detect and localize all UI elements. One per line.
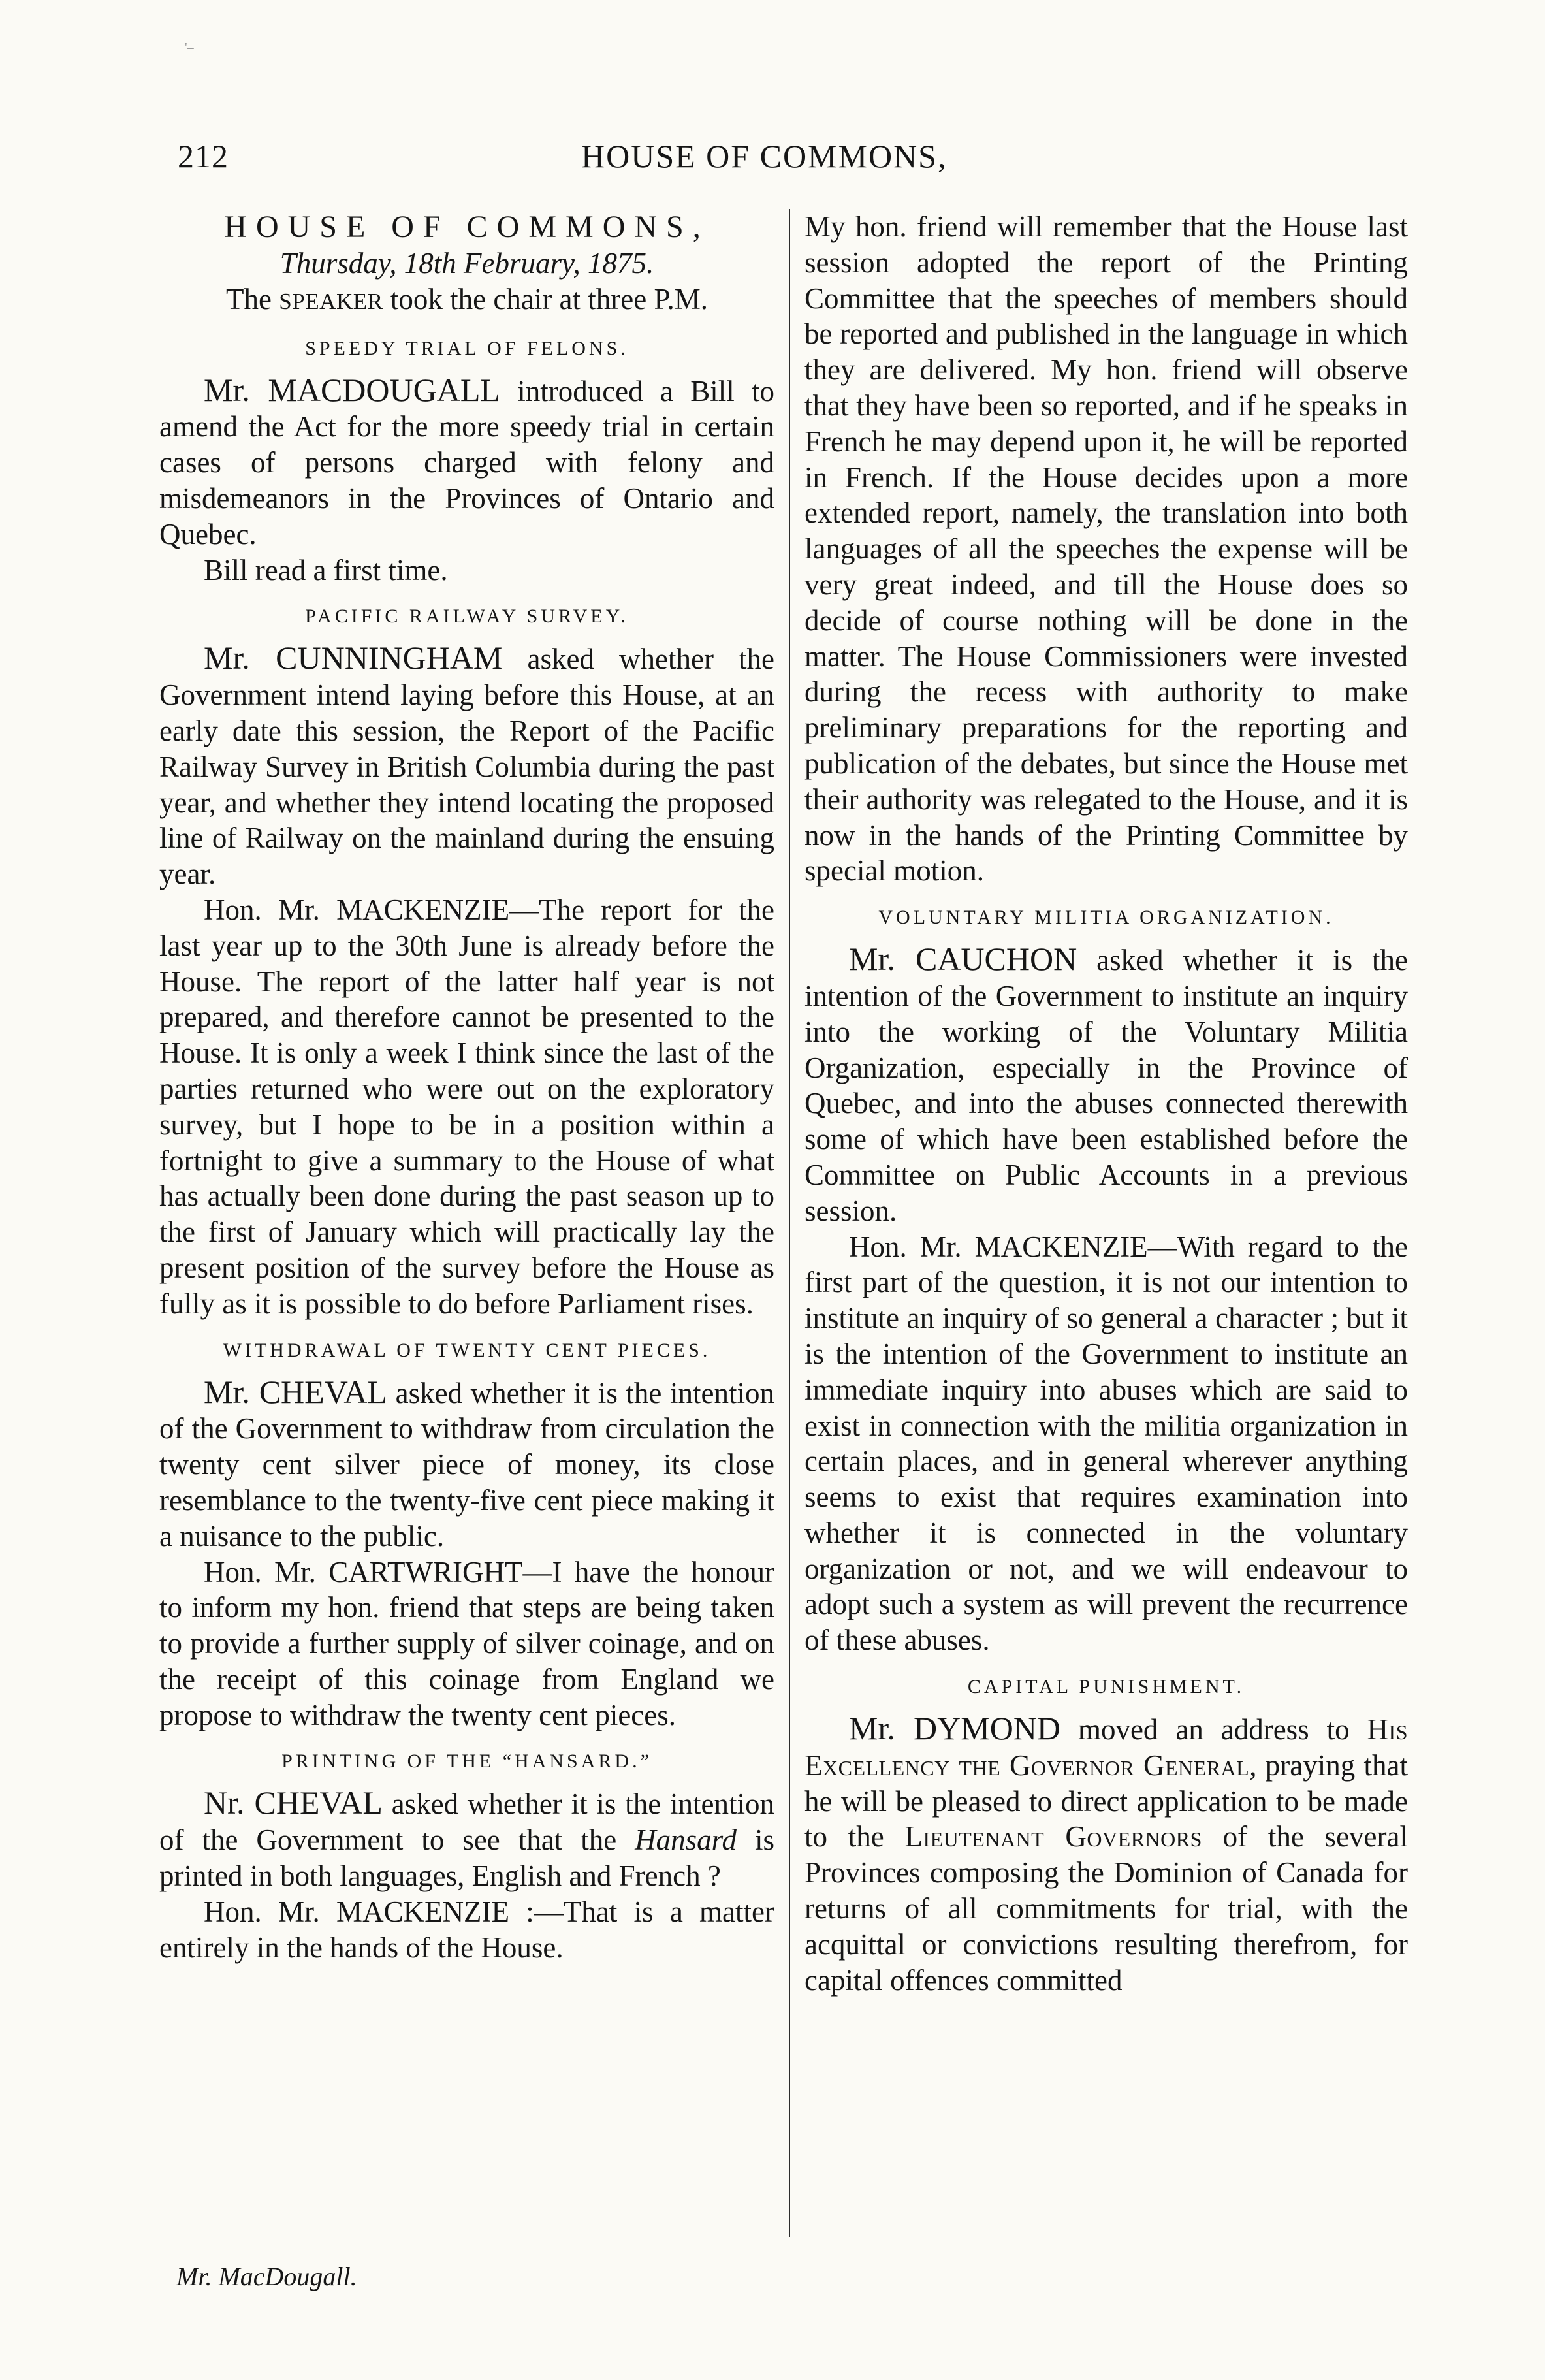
paragraph-printing-committee: My hon. friend will remember that the House last session adopted the report of the Printing Committee that the speeches of members should be reported and published in the language in which they are delivered. My hon. friend will observe that they have been so reported, and if he speaks in French he may depend upon it, he will be reported in French. If the House decides upon a more extended report, namely, the translation into both languages of all the speeches the expense will be very great indeed, and till the House does so decide of course nothing will be done in the matter. The House Commissioners were invested during the recess with authority to make preliminary preparations for the reporting and publication of the debates, but since the House met their authority was relegated to the House, and it is now in the hands of the Printing Committee by special motion. (804, 210, 1408, 888)
paragraph-cheval-question (159, 1374, 774, 1554)
paragraph-cauchon-question (804, 941, 1408, 1229)
paragraph-text: asked whether it is the intention of the Government to withdraw from circulation the twenty cent silver piece of money, its close resemblance to the twenty-five cent piece making it a nuisance to the public. (159, 1376, 774, 1552)
speaker-name: Mr. CHEVAL (204, 1373, 388, 1410)
paragraph-mackenzie-hansard: Hon. Mr. MACKENZIE :—That is a matter entirely in the hands of the House. (159, 1895, 774, 1964)
paragraph-dymond-motion (804, 1711, 1408, 1998)
lieutenant-governors-smallcaps: Lieutenant Governors (904, 1820, 1202, 1854)
right-column (804, 209, 1408, 1998)
chair-speaker: SPEAKER (279, 288, 383, 314)
paragraph-text-a: asked whether it is the intention of the Government to see that the (159, 1788, 774, 1857)
section-head-speedy-trial: SPEEDY TRIAL OF FELONS. (305, 337, 629, 359)
chair-prefix: The (225, 282, 279, 315)
section-head-militia: VOLUNTARY MILITIA ORGANIZATION. (878, 907, 1334, 929)
chair-suffix: took the chair at three P.M. (383, 282, 709, 315)
running-head: HOUSE OF COMMONS, (581, 138, 948, 174)
paragraph-text-a: moved an address to (1060, 1713, 1367, 1746)
section-head-twenty-cent: WITHDRAWAL OF TWENTY CENT PIECES. (223, 1339, 711, 1361)
paragraph-text-b: is printed in both languages, English and French ? (159, 1824, 775, 1893)
corner-mark: '‒ (185, 40, 194, 55)
speaker-name: Mr. DYMOND (849, 1710, 1061, 1747)
governor-general-smallcaps: His Excellency the Governor General (804, 1713, 1408, 1782)
paragraph-cunningham-question (159, 640, 774, 892)
paragraph-text-c: of the several Provinces composing the Dominion of Canada for returns of all commitments for trial, with the acquittal or convictions resulting therefrom, for capital offences committed (804, 1820, 1408, 1997)
paragraph-mackenzie-militia: Hon. Mr. MACKENZIE—With regard to the first part of the question, it is not our intention to institute an inquiry of so general a character ; but it is the intention of the Government to institute an immediate inquiry into abuses which are said to exist in connection with the militia organization in certain places, and in general wherever anything seems to exist that requires examination into whether it is connected in the voluntary organization or not, and we will endeavour to adopt such a system as will prevent the recurrence of these abuses. (804, 1230, 1408, 1657)
paragraph-cheval-hansard (159, 1785, 774, 1893)
catchword: Mr. MacDougall. (176, 2262, 357, 2291)
paragraph-macdougall-bill (159, 372, 774, 553)
paragraph-text: asked whether it is the intention of the Government to institute an inquiry into the working of the Voluntary Militia Organization, especially in the Province of Quebec, and into the abuses connected therewith some of which have been established before the Committee on Public Accounts in a previous session. (804, 944, 1408, 1227)
paragraph-text: introduced a Bill to amend the Act for the more speedy trial in certain cases of persons charged with felony and misdemeanors in the Provinces of Ontario and Quebec. (159, 374, 774, 551)
speaker-name: Mr. CAUCHON (849, 941, 1077, 978)
page-number: 212 (178, 138, 229, 174)
left-column (159, 209, 774, 1965)
section-head-hansard: PRINTING OF THE “HANSARD.” (281, 1750, 652, 1773)
column-rule (789, 209, 790, 2237)
paragraph-cartwright-reply: Hon. Mr. CARTWRIGHT—I have the honour to inform my hon. friend that steps are being taken to provide a further supply of silver coinage, and on the receipt of this coinage from England we propose to withdraw the twenty cent pieces. (159, 1555, 774, 1731)
hansard-italic: Hansard (635, 1824, 737, 1857)
chair-line (159, 281, 774, 320)
speaker-name: Nr. CHEVAL (204, 1784, 383, 1822)
paragraph-first-reading: Bill read a first time. (204, 553, 448, 587)
speaker-name: Mr. MACDOUGALL (204, 371, 500, 408)
sitting-title: HOUSE OF COMMONS, (224, 210, 710, 244)
sitting-date: Thursday, 18th February, 1875. (279, 247, 654, 280)
paragraph-text-b: , praying that he will be pleased to direct application to be made to the (804, 1748, 1408, 1854)
section-head-pacific-railway: PACIFIC RAILWAY SURVEY. (305, 605, 629, 628)
paragraph-mackenzie-reply: Hon. Mr. MACKENZIE—The report for the last year up to the 30th June is already before the House. The report of the latter half year is not prepared, and therefore cannot be presented to the House. It is only a week I think since the last of the parties returned who were out on the exploratory survey, but I hope to be in a position within a fortnight to give a summary to the House of what has actually been done during the past season up to the first of January which will practically lay the present position of the survey before the House as fully as it is possible to do before Parliament rises. (159, 893, 774, 1320)
section-head-capital-punishment: CAPITAL PUNISHMENT. (967, 1676, 1245, 1698)
paragraph-text: asked whether the Government intend laying before this House, at an early date this session, the Report of the Pacific Railway Survey in British Columbia during the past year, and whether they intend locating the proposed line of Railway on the mainland during the ensuing year. (159, 643, 774, 891)
speaker-name: Mr. CUNNINGHAM (204, 639, 503, 677)
